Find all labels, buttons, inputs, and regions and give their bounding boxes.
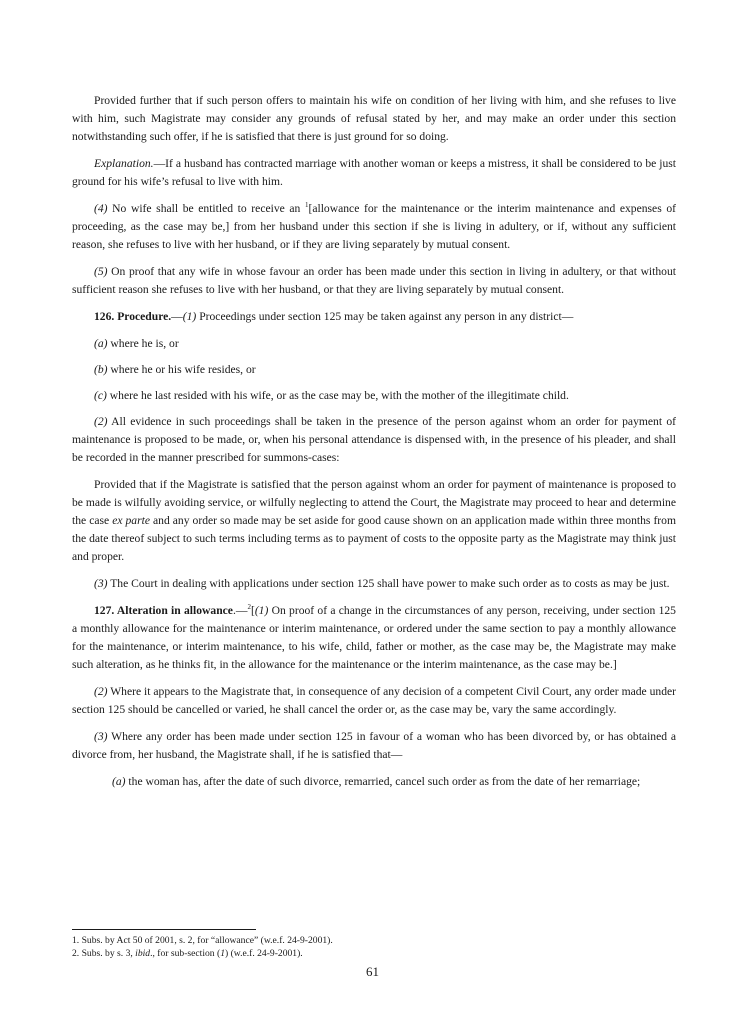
section-127-clause-a-letter: (a) [112, 775, 126, 788]
section-126-heading: 126. Procedure. [94, 310, 172, 323]
subsection-4-number: (4) [94, 202, 108, 215]
section-127-sub2-number: (2) [94, 685, 108, 698]
section-127-sub3-text: Where any order has been made under section 125 in favour of a woman who has been divorced by, or has obtained a divorce from, her husband, the Magistrate shall, if he is satisfied that— [72, 730, 676, 761]
footnote-2-text-b: ., for sub-section ( [150, 948, 221, 959]
footnote-2-text-c: ) (w.e.f. 24-9-2001). [224, 948, 303, 959]
clause-b [72, 361, 676, 379]
subsection-4-text-a: No wife shall be entitled to receive an [107, 202, 305, 215]
clause-c [72, 387, 676, 405]
section-126-sub3-number: (3) [94, 577, 108, 590]
section-127-sub3-number: (3) [94, 730, 108, 743]
clause-c-text: where he last resided with his wife, or as the case may be, with the mother of the illegitimate child. [106, 389, 569, 402]
section-127-dash: .— [232, 604, 248, 617]
footnote-1: 1. Subs. by Act 50 of 2001, s. 2, for “allowance” (w.e.f. 24-9-2001). [72, 935, 333, 946]
section-126-sub1-text: Proceedings under section 125 may be taken against any person in any district— [196, 310, 574, 323]
page-body [72, 92, 676, 799]
subsection-5 [72, 263, 676, 299]
footnote-ref-1: 1 [304, 201, 309, 210]
clause-a-letter: (a) [94, 337, 108, 350]
explanation-paragraph [72, 155, 676, 191]
explanation-label: Explanation. [94, 157, 154, 170]
section-127-subsection-3 [72, 728, 676, 764]
section-126-sub3-text: The Court in dealing with applications under section 125 shall have power to make such order as to costs as may be just. [107, 577, 670, 590]
subsection-4 [72, 200, 676, 254]
proviso-text-a: Provided that if the Magistrate is satisfied that the person against whom an order for payment of maintenance is proposed to be made is wilfully avoiding service, or wilfully neglecting to attend the Court, the Magistrate may proceed to hear and determine the case [72, 478, 676, 527]
section-126-proviso [72, 476, 676, 566]
section-127-subsection-2 [72, 683, 676, 719]
section-127-subsection-1 [72, 602, 676, 674]
section-126-sub2-text: All evidence in such proceedings shall be taken in the presence of the person against whom an order for payment of maintenance is proposed to be made, or, when his personal attendance is dispensed with, in the presence of his pleader, and shall be recorded in the manner prescribed for summons-cases: [72, 415, 676, 464]
section-126-subsection-1 [72, 308, 676, 326]
explanation-text: —If a husband has contracted marriage with another woman or keeps a mistress, it shall be considered to be just ground for his wife’s refusal to live with him. [72, 157, 676, 188]
section-127-open-bracket: [ [250, 604, 255, 617]
subsection-5-number: (5) [94, 265, 108, 278]
proviso-text-b: and any order so made may be set aside for good cause shown on an application made within three months from the date thereof subject to such terms including terms as to payment of costs to the opposite party as the Magistrate may think just and proper. [72, 514, 676, 563]
section-127-clause-a [72, 773, 676, 791]
footnote-ref-2: 2 [247, 603, 251, 612]
section-126-subsection-2 [72, 413, 676, 467]
section-126-sub1-number: (1) [182, 310, 197, 323]
footnote-divider [72, 929, 256, 930]
section-126-dash: — [171, 310, 183, 323]
footnotes [72, 934, 676, 960]
section-126-subsection-3 [72, 575, 676, 593]
page-number: 61 [366, 964, 379, 979]
subsection-4-text-b: [allowance for the maintenance or the interim maintenance and expenses of proceeding, as the case may be,] from her husband under this section if she is living in adultery, or if, without any sufficient reason, she refuses to live with her husband, or if they are living separately by mutual consent. [72, 202, 676, 251]
footnote-2-text-a: 2. Subs. by s. 3, [72, 948, 136, 959]
subsection-5-text: On proof that any wife in whose favour an order has been made under this section in living in adultery, or that without sufficient reason she refuses to live with her husband, or that they are living separately by mutual consent. [72, 265, 676, 296]
proviso-paragraph: Provided further that if such person offers to maintain his wife on condition of her living with him, and she refuses to live with him, such Magistrate may consider any grounds of refusal stated by her, and may make an order under this section notwithstanding such offer, if he is satisfied that there is just ground for so doing. [72, 94, 676, 143]
section-126-sub2-number: (2) [94, 415, 108, 428]
clause-b-text: where he or his wife resides, or [107, 363, 256, 376]
section-127-sub1-text: On proof of a change in the circumstances of any person, receiving, under section 125 a monthly allowance for the maintenance or interim maintenance, or ordered under the same section to pay a monthly allowance for the maintenance, or interim maintenance, to his wife, child, father or mother, as the case may be, the Magistrate may make such alteration, as he thinks fit, in the allowance for the maintenance or the interim maintenance, as the case may be.] [72, 604, 676, 671]
clause-a [72, 335, 676, 353]
footnote-2-ibid: ibid [135, 948, 151, 959]
clause-c-letter: (c) [94, 389, 107, 402]
section-127-clause-a-text: the woman has, after the date of such divorce, remarried, cancel such order as from the date of her remarriage; [125, 775, 641, 788]
footnote-2 [72, 947, 676, 960]
footnote-2-number: 1 [220, 948, 225, 959]
section-127-sub2-text: Where it appears to the Magistrate that, in consequence of any decision of a competent Civil Court, any order made under section 125 should be cancelled or varied, he shall cancel the order or, as the case may be, vary the same accordingly. [72, 685, 676, 716]
proviso-ex-parte: ex parte [112, 514, 150, 527]
section-127-sub1-number: (1) [254, 604, 269, 617]
clause-a-text: where he is, or [107, 337, 179, 350]
section-127-heading: 127. Alteration in allowance [94, 604, 233, 617]
clause-b-letter: (b) [94, 363, 108, 376]
